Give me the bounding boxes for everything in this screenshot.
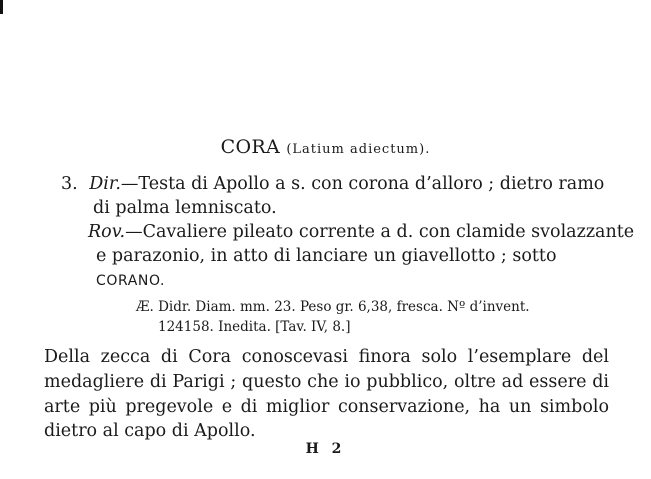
entry-number: 3. [61, 174, 78, 194]
obverse-dash: — [120, 174, 139, 194]
reverse-text-1: Cavaliere pileato corrente a d. con clamide svolazzante [142, 222, 635, 242]
entry-reverse-line-2: e parazonio, in atto di lanciare un giavellotto ; sotto [96, 246, 557, 266]
reverse-dash: — [125, 222, 143, 242]
entry-obverse-line-1 [61, 174, 604, 194]
heading-subtitle: (Latium adiectum). [286, 142, 431, 157]
entry-note-line-1: Æ. Didr. Diam. mm. 23. Peso gr. 6,38, fresca. Nº d’invent. [136, 299, 530, 315]
entry-reverse-line-1 [88, 222, 634, 242]
heading-title: CORA [220, 136, 280, 158]
entry-note-line-2: 124158. Inedita. [Tav. IV, 8.] [158, 319, 351, 335]
paragraph-line-3: arte più pregevole e di miglior conservazione, ha un simbolo [44, 397, 609, 417]
entry-obverse-line-2: di palma lemniscato. [93, 198, 277, 218]
obverse-text-1: Testa di Apollo a s. con corona d’alloro ; dietro ramo [138, 174, 605, 194]
paragraph-line-2: medagliere di Parigi ; questo che io pubblico, oltre ad essere di [44, 372, 609, 392]
signature-mark: H 2 [305, 441, 346, 457]
scan-edge-mark [0, 0, 3, 14]
reverse-label: Rov. [88, 222, 126, 242]
paragraph-line-4: dietro al capo di Apollo. [44, 421, 256, 441]
coin-legend: CORANO. [96, 273, 166, 289]
obverse-label: Dir. [89, 174, 121, 194]
entry-inscription [96, 270, 165, 290]
section-heading [0, 136, 651, 158]
paragraph-line-1: Della zecca di Cora conoscevasi finora solo l’esemplare del [44, 347, 609, 367]
